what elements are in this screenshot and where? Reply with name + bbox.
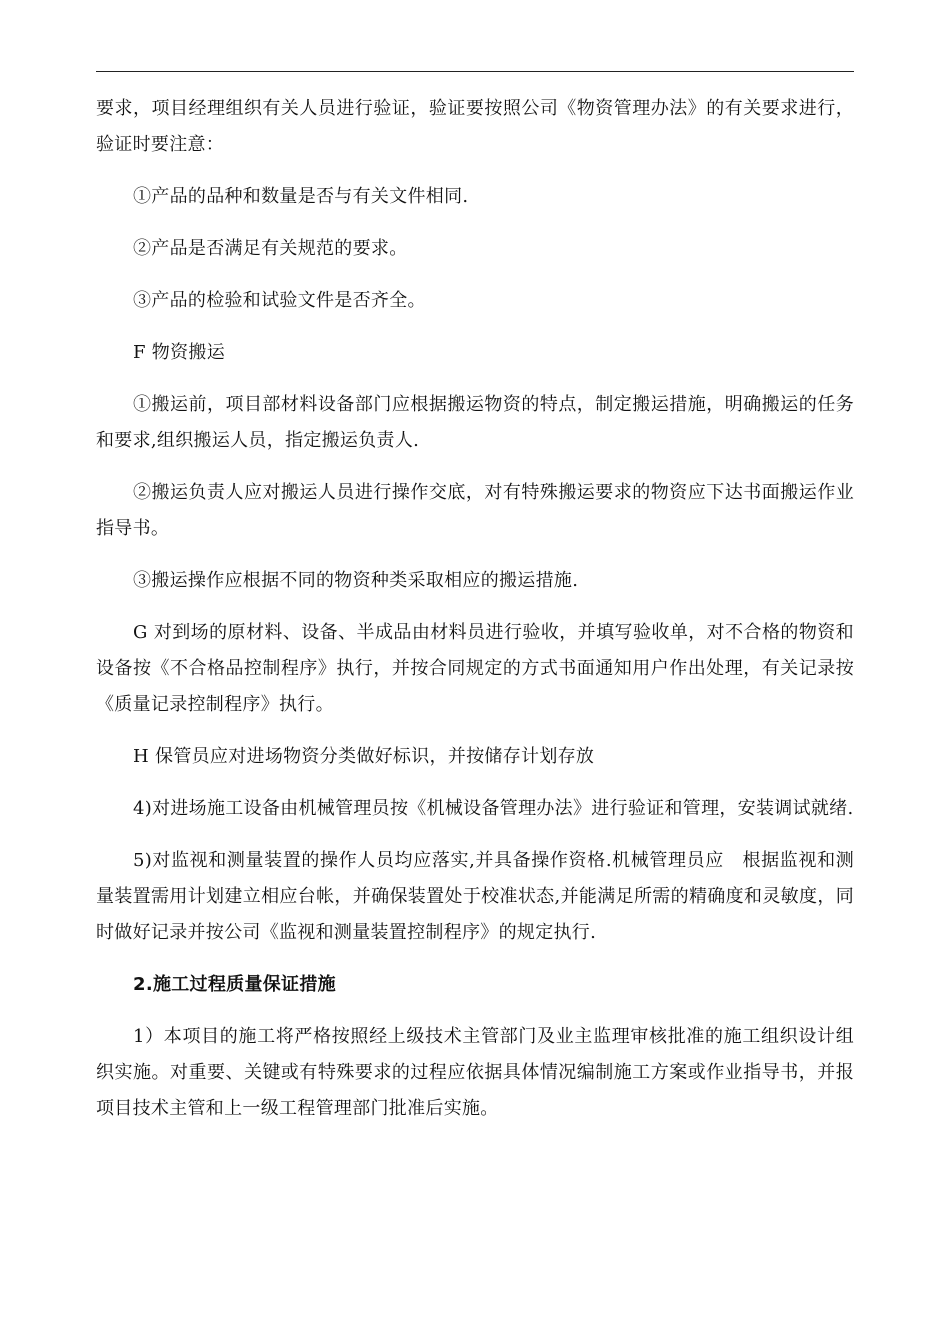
paragraph-handling-before: ①搬运前，项目部材料设备部门应根据搬运物资的特点，制定搬运措施，明确搬运的任务和要求,组织搬运人员，指定搬运负责人.	[96, 394, 854, 451]
paragraph-check-variety-quantity: ①产品的品种和数量是否与有关文件相同.	[133, 186, 469, 207]
paragraph-handling-operation: ③搬运操作应根据不同的物资种类采取相应的搬运措施.	[133, 570, 579, 591]
paragraph-check-inspection-documents: ③产品的检验和试验文件是否齐全。	[133, 290, 426, 311]
header-divider	[96, 71, 854, 72]
paragraph-check-specification: ②产品是否满足有关规范的要求。	[133, 238, 408, 259]
section-heading-process-quality: 2.施工过程质量保证措施	[133, 974, 336, 995]
paragraph-verification-requirements: 要求，项目经理组织有关人员进行验证，验证要按照公司《物资管理办法》的有关要求进行，验证时要注意：	[96, 98, 854, 155]
paragraph-equipment-verification: 4)对进场施工设备由机械管理员按《机械设备管理办法》进行验证和管理，安装调试就绪.	[133, 798, 854, 819]
paragraph-storage-labeling: H 保管员应对进场物资分类做好标识，并按储存计划存放	[133, 746, 595, 767]
paragraph-measuring-devices: 5)对监视和测量装置的操作人员均应落实,并具备操作资格.机械管理员应 根据监视和测量装置需用计划建立相应台帐，并确保装置处于校准状态,并能满足所需的精确度和灵敏度，同时做好记录并按公司《监视和测量装置控制程序》的规定执行.	[96, 850, 854, 943]
paragraph-handling-briefing: ②搬运负责人应对搬运人员进行操作交底，对有特殊搬运要求的物资应下达书面搬运作业指导书。	[96, 482, 854, 539]
paragraph-acceptance-inspection: G 对到场的原材料、设备、半成品由材料员进行验收，并填写验收单，对不合格的物资和设备按《不合格品控制程序》执行，并按合同规定的方式书面通知用户作出处理，有关记录按《质量记录控制程序》执行。	[96, 622, 854, 715]
document-body	[96, 91, 854, 1127]
paragraph-material-handling-heading: F 物资搬运	[133, 342, 226, 363]
paragraph-construction-organization: 1）本项目的施工将严格按照经上级技术主管部门及业主监理审核批准的施工组织设计组织实施。对重要、关键或有特殊要求的过程应依据具体情况编制施工方案或作业指导书，并报项目技术主管和上一级工程管理部门批准后实施。	[96, 1026, 854, 1119]
